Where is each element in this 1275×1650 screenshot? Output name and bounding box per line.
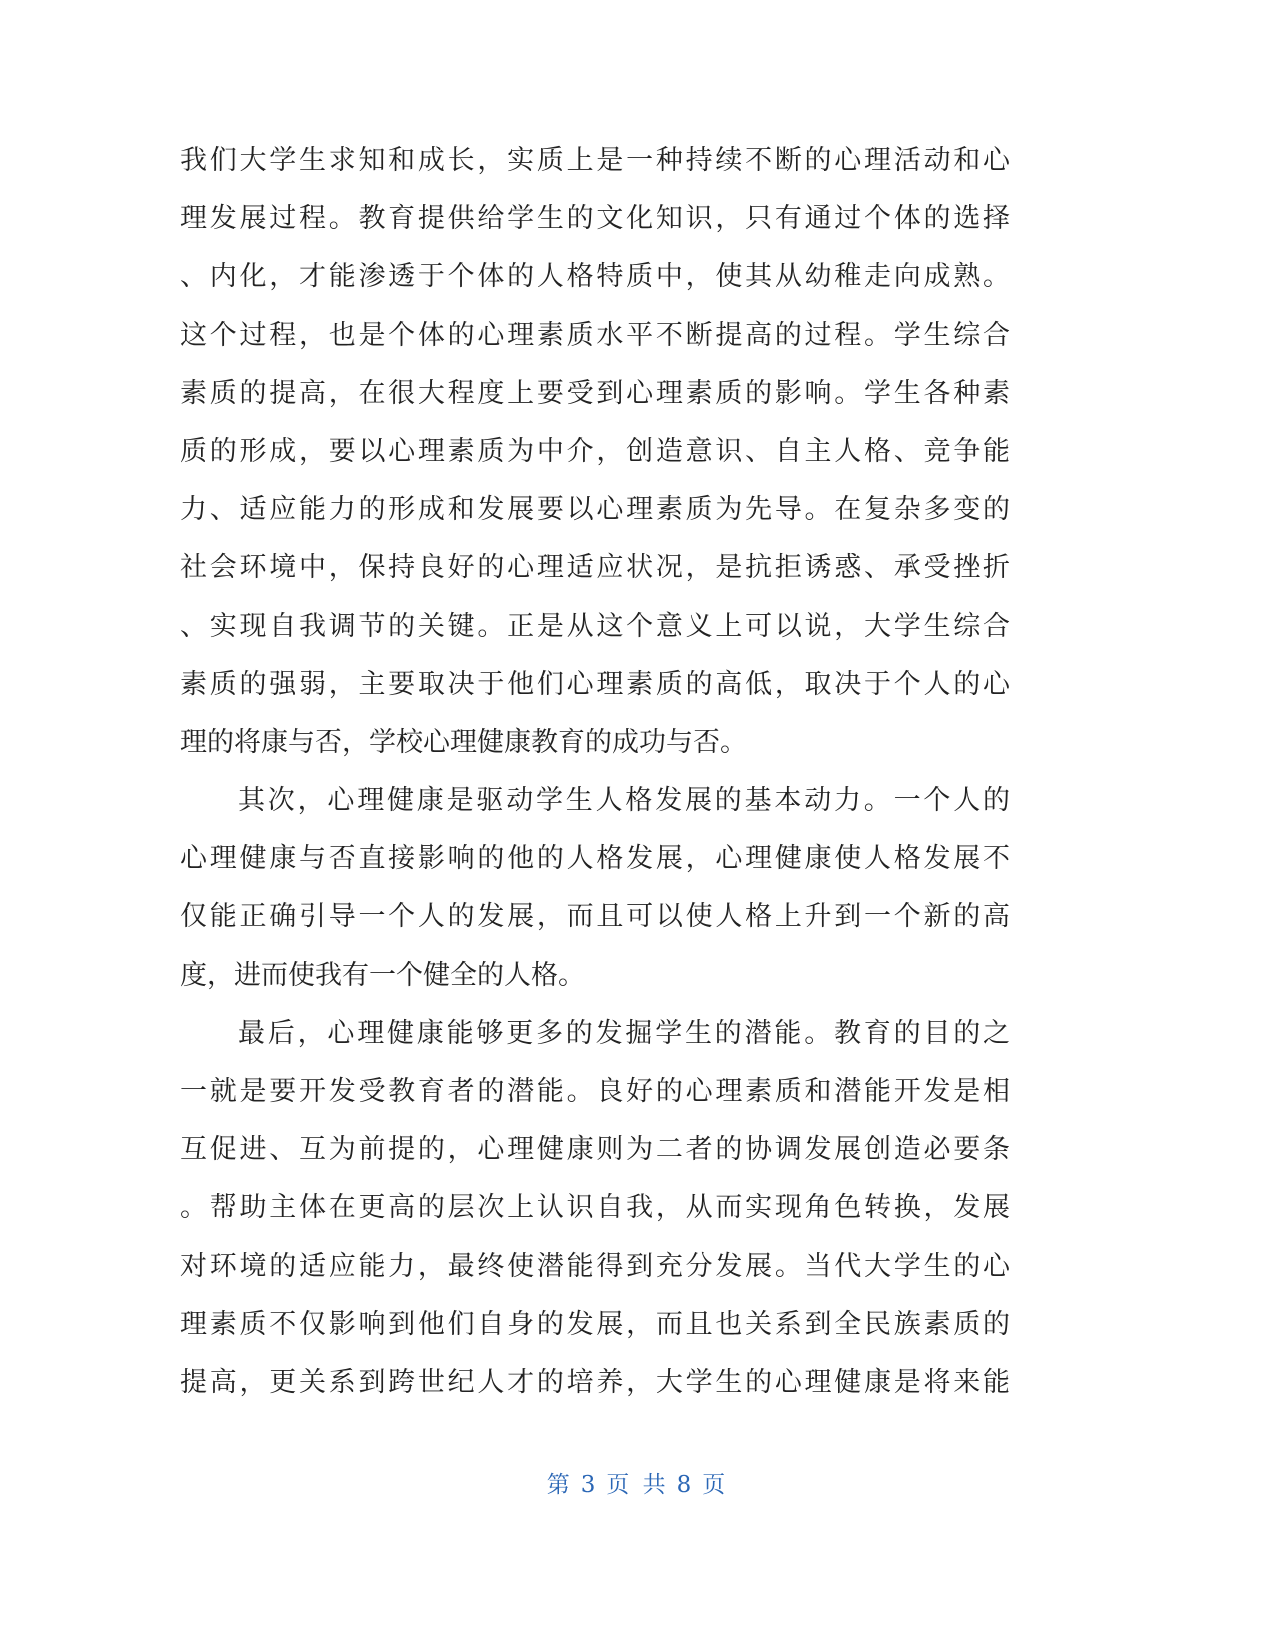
text-line: 心理健康与否直接影响的他的人格发展，心理健康使人格发展不 (180, 843, 1010, 875)
text-line: 、内化，才能渗透于个体的人格特质中，使其从幼稚走向成熟。 (180, 261, 1010, 293)
text-line: 提高，更关系到跨世纪人才的培养，大学生的心理健康是将来能 (180, 1366, 1010, 1398)
text-line: 理的将康与否，学校心理健康教育的成功与否。 (180, 726, 747, 758)
text-line: 最后，心理健康能够更多的发掘学生的潜能。教育的目的之 (238, 1017, 1010, 1049)
total-page-number: 8 (676, 1472, 695, 1498)
footer-suffix: 页 (702, 1472, 729, 1498)
text-line: 力、适应能力的形成和发展要以心理素质为先导。在复杂多变的 (180, 494, 1010, 526)
text-line: 社会环境中，保持良好的心理适应状况，是抗拒诱惑、承受挫折 (180, 552, 1010, 584)
text-line: 理素质不仅影响到他们自身的发展，而且也关系到全民族素质的 (180, 1308, 1010, 1340)
footer-middle: 页 共 (606, 1472, 669, 1498)
text-line: 一就是要开发受教育者的潜能。良好的心理素质和潜能开发是相 (180, 1076, 1010, 1107)
body-text (180, 132, 1010, 1412)
text-line: 、实现自我调节的关键。正是从这个意义上可以说，大学生综合 (180, 610, 1010, 642)
text-line: 理发展过程。教育提供给学生的文化知识，只有通过个体的选择 (180, 203, 1010, 235)
text-line: 质的形成，要以心理素质为中介，创造意识、自主人格、竞争能 (180, 435, 1010, 467)
page-footer (0, 1466, 1275, 1499)
text-line: 互促进、互为前提的，心理健康则为二者的协调发展创造必要条 (180, 1134, 1010, 1166)
text-line: 对环境的适应能力，最终使潜能得到充分发展。当代大学生的心 (180, 1250, 1010, 1282)
text-line: 我们大学生求知和成长，实质上是一种持续不断的心理活动和心 (180, 145, 1010, 176)
text-line: 仅能正确引导一个人的发展，而且可以使人格上升到一个新的高 (180, 901, 1010, 933)
current-page-number: 3 (580, 1472, 599, 1498)
text-line: 其次，心理健康是驱动学生人格发展的基本动力。一个人的 (238, 785, 1010, 817)
text-line: 素质的强弱，主要取决于他们心理素质的高低，取决于个人的心 (180, 668, 1010, 700)
text-line: 这个过程，也是个体的心理素质水平不断提高的过程。学生综合 (180, 319, 1010, 351)
text-line: 。帮助主体在更高的层次上认识自我，从而实现角色转换，发展 (180, 1192, 1010, 1224)
footer-prefix: 第 (546, 1472, 573, 1498)
text-line: 素质的提高，在很大程度上要受到心理素质的影响。学生各种素 (180, 377, 1010, 409)
text-line: 度，进而使我有一个健全的人格。 (180, 959, 585, 991)
